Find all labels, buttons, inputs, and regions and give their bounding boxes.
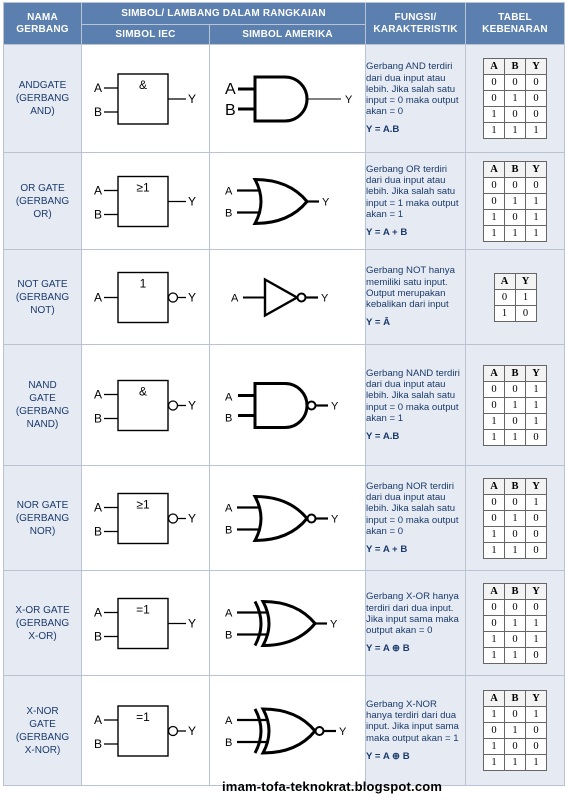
truth-table-value: 1: [484, 413, 505, 429]
negation-bubble: [297, 293, 305, 301]
output-y-label: Y: [344, 93, 352, 106]
input-a-label: A: [224, 391, 232, 403]
iec-function-label: =1: [135, 709, 150, 724]
gate-name-cell: [4, 250, 82, 345]
output-y-label: Y: [187, 91, 196, 106]
footer-url: imam-tofa-teknokrat.blogspot.com: [222, 779, 443, 794]
truth-table-header-cell: B: [505, 583, 526, 599]
truth-table-row: [484, 631, 547, 647]
truth-table-cell: [466, 571, 565, 676]
truth-table-value: 1: [526, 225, 547, 241]
input-b-label: B: [224, 412, 232, 424]
gate-name-cell: [4, 571, 82, 676]
truth-table-row: [484, 739, 547, 755]
not-iec-symbol: [86, 252, 206, 343]
output-y-label: Y: [187, 723, 196, 738]
truth-table-header-cell: B: [505, 59, 526, 75]
output-y-label: Y: [329, 618, 337, 630]
or-body: [255, 179, 307, 223]
american-symbol-cell: [210, 466, 366, 571]
boolean-expression: Y = A.B: [366, 124, 400, 136]
gate-row-xor: [4, 571, 565, 676]
american-symbol-cell: [210, 45, 366, 153]
truth-table-value: 0: [505, 739, 526, 755]
truth-table-value: 0: [484, 381, 505, 397]
xor-iec-symbol: [86, 573, 206, 674]
iec-symbol-cell: [82, 345, 210, 466]
truth-table-value: 1: [505, 397, 526, 413]
not-triangle: [265, 279, 297, 315]
truth-table: [483, 161, 547, 242]
truth-table-row: [484, 707, 547, 723]
input-a-label: A: [224, 502, 232, 514]
truth-table-row: [484, 193, 547, 209]
nor-american-symbol: [213, 468, 363, 569]
truth-table-value: 1: [526, 381, 547, 397]
truth-table-header-cell: B: [505, 478, 526, 494]
american-symbol-cell: [210, 571, 366, 676]
truth-table-value: 0: [484, 193, 505, 209]
truth-table-header-cell: Y: [526, 478, 547, 494]
american-symbol-cell: [210, 250, 366, 345]
truth-table-row: [484, 177, 547, 193]
truth-table-value: 1: [526, 494, 547, 510]
truth-table-value: 0: [494, 289, 515, 305]
iec-symbol-cell: [82, 45, 210, 153]
output-y-label: Y: [320, 292, 328, 304]
truth-table-value: 0: [526, 429, 547, 445]
truth-table-value: 0: [484, 75, 505, 91]
nor-iec-symbol: [86, 468, 206, 569]
truth-table-row: [484, 381, 547, 397]
boolean-expression: Y = A + B: [366, 543, 408, 555]
gate-row-or: [4, 153, 565, 250]
truth-table-value: 1: [484, 526, 505, 542]
truth-table-value: 1: [515, 289, 536, 305]
negation-bubble: [168, 514, 177, 523]
gate-name: NOT GATE (GERBANG NOT): [15, 278, 70, 316]
truth-table-cell: [466, 466, 565, 571]
iec-symbol-cell: [82, 250, 210, 345]
truth-table-value: 0: [526, 542, 547, 558]
truth-table-row: [484, 526, 547, 542]
function-cell: [366, 466, 466, 571]
truth-table-value: 1: [526, 631, 547, 647]
header-tabel: TABEL KEBENARAN: [466, 3, 565, 45]
truth-table-row: [484, 75, 547, 91]
truth-table-value: 0: [484, 177, 505, 193]
header-fungsi: FUNGSI/ KARAKTERISTIK: [366, 3, 466, 45]
logic-gates-table: [3, 2, 565, 786]
input-a-label: A: [224, 714, 232, 727]
negation-bubble: [168, 293, 177, 302]
iec-function-label: &: [138, 77, 147, 92]
boolean-expression: Y = A ⊕ B: [366, 643, 410, 655]
truth-table-header-cell: Y: [526, 583, 547, 599]
truth-table-value: 1: [484, 225, 505, 241]
input-a-label: A: [93, 183, 102, 197]
input-b-label: B: [224, 736, 232, 749]
xor-extra-curve: [255, 709, 261, 753]
truth-table-value: 0: [526, 526, 547, 542]
truth-table-header-cell: A: [484, 691, 505, 707]
truth-table-header-cell: A: [484, 478, 505, 494]
truth-table-value: 1: [484, 631, 505, 647]
truth-table-row: [484, 397, 547, 413]
iec-function-label: 1: [139, 276, 146, 290]
american-symbol-cell: [210, 153, 366, 250]
truth-table-header-cell: Y: [515, 273, 536, 289]
input-b-label: B: [93, 736, 102, 751]
output-y-label: Y: [187, 398, 196, 412]
truth-table-row: [494, 305, 536, 321]
truth-table-header: [484, 161, 547, 177]
truth-table-value: 0: [505, 107, 526, 123]
truth-table-value: 0: [505, 526, 526, 542]
input-a-label: A: [93, 80, 102, 95]
truth-table-value: 1: [526, 615, 547, 631]
truth-table-value: 0: [484, 494, 505, 510]
truth-table-row: [484, 107, 547, 123]
output-y-label: Y: [330, 400, 338, 412]
truth-table-value: 0: [526, 739, 547, 755]
truth-table-row: [484, 413, 547, 429]
output-y-label: Y: [187, 290, 196, 304]
xnor-american-symbol: [213, 678, 363, 784]
truth-table-row: [484, 209, 547, 225]
iec-function-label: ≥1: [135, 180, 150, 194]
truth-table: [483, 58, 547, 139]
xor-extra-curve: [255, 601, 261, 645]
header-simbol: SIMBOL/ LAMBANG DALAM RANGKAIAN: [82, 3, 366, 25]
truth-table-value: 1: [505, 510, 526, 526]
truth-table-value: 0: [484, 615, 505, 631]
input-b-label: B: [224, 629, 232, 641]
gate-name: ANDGATE (GERBANG AND): [15, 80, 70, 117]
header-nama: NAMA GERBANG: [4, 3, 82, 45]
header-iec: SIMBOL IEC: [82, 25, 210, 45]
truth-table-value: 1: [505, 193, 526, 209]
function-description: Gerbang NOR terdiri dari dua input atau lebih. Jika salah satu input = 0 maka output akan = 0: [366, 480, 459, 537]
input-a-label: A: [93, 290, 102, 304]
american-symbol-cell: [210, 345, 366, 466]
truth-table-header-cell: Y: [526, 365, 547, 381]
negation-bubble: [307, 514, 315, 522]
truth-table-header-cell: A: [484, 583, 505, 599]
gate-row-and: [4, 45, 565, 153]
truth-table-value: 0: [526, 107, 547, 123]
truth-table-value: 1: [526, 123, 547, 139]
and-body: [255, 77, 307, 121]
negation-bubble: [315, 727, 323, 735]
gate-row-nor: [4, 466, 565, 571]
truth-table-row: [484, 755, 547, 771]
truth-table-value: 1: [505, 755, 526, 771]
truth-table-row: [484, 123, 547, 139]
truth-table-value: 0: [526, 75, 547, 91]
truth-table-value: 0: [484, 91, 505, 107]
gate-row-xnor: [4, 676, 565, 786]
or-body: [263, 601, 315, 645]
truth-table: [483, 583, 547, 664]
truth-table-row: [484, 615, 547, 631]
output-y-label: Y: [187, 511, 196, 525]
truth-table: [483, 365, 547, 446]
truth-table-cell: [466, 153, 565, 250]
truth-table: [483, 478, 547, 559]
truth-table-header: [484, 691, 547, 707]
input-b-label: B: [93, 524, 102, 538]
or-body: [255, 496, 307, 540]
truth-table-value: 0: [505, 631, 526, 647]
truth-table-header-cell: A: [484, 161, 505, 177]
truth-table-header-cell: A: [494, 273, 515, 289]
function-description: Gerbang X-OR hanya terdiri dari dua input. Jika input sama maka output akan = 0: [366, 591, 459, 637]
truth-table-row: [484, 225, 547, 241]
truth-table-value: 0: [505, 177, 526, 193]
or-iec-symbol: [86, 155, 206, 248]
output-y-label: Y: [321, 196, 329, 208]
truth-table-value: 1: [526, 413, 547, 429]
output-y-label: Y: [187, 194, 196, 208]
truth-table-value: 1: [526, 707, 547, 723]
and-iec-symbol: [86, 47, 206, 151]
nand-american-symbol: [213, 347, 363, 464]
truth-table-header: [484, 365, 547, 381]
input-a-label: A: [93, 387, 102, 401]
truth-table-header-cell: A: [484, 365, 505, 381]
truth-table-value: 1: [484, 755, 505, 771]
truth-table-value: 1: [484, 707, 505, 723]
truth-table-value: 0: [505, 494, 526, 510]
truth-table-row: [484, 542, 547, 558]
output-y-label: Y: [330, 513, 338, 525]
iec-symbol-cell: [82, 571, 210, 676]
truth-table-header-cell: B: [505, 161, 526, 177]
truth-table-value: 1: [505, 723, 526, 739]
gate-name-cell: [4, 466, 82, 571]
truth-table-row: [494, 289, 536, 305]
truth-table-value: 1: [484, 542, 505, 558]
truth-table-value: 1: [484, 209, 505, 225]
boolean-expression: Y = A ⊕ B: [366, 750, 410, 762]
input-b-label: B: [224, 524, 232, 536]
function-cell: [366, 250, 466, 345]
iec-symbol-cell: [82, 153, 210, 250]
input-a-label: A: [224, 185, 232, 197]
function-cell: [366, 345, 466, 466]
truth-table-header-cell: A: [484, 59, 505, 75]
truth-table-value: 0: [515, 305, 536, 321]
truth-table-row: [484, 599, 547, 615]
truth-table-value: 0: [505, 413, 526, 429]
truth-table-value: 1: [526, 755, 547, 771]
truth-table-value: 0: [484, 599, 505, 615]
and-body: [255, 383, 307, 427]
function-cell: [366, 571, 466, 676]
input-b-label: B: [93, 629, 102, 643]
truth-table-value: 1: [505, 91, 526, 107]
truth-table-value: 1: [505, 123, 526, 139]
truth-table-row: [484, 91, 547, 107]
xor-american-symbol: [213, 573, 363, 674]
gate-row-not: [4, 250, 565, 345]
truth-table-value: 1: [484, 123, 505, 139]
function-description: Gerbang NOT hanya memiliki satu input. Output merupakan kebalikan dari input: [366, 265, 455, 311]
truth-table-value: 1: [505, 647, 526, 663]
iec-function-label: =1: [135, 602, 150, 616]
function-description: Gerbang OR terdiri dari dua input atau lebih. Jika salah satu input = 1 maka output akan = 1: [366, 163, 459, 220]
truth-table-value: 1: [484, 739, 505, 755]
negation-bubble: [168, 726, 177, 735]
truth-table-value: 1: [505, 542, 526, 558]
function-cell: [366, 45, 466, 153]
truth-table-value: 1: [484, 107, 505, 123]
truth-table-value: 0: [526, 647, 547, 663]
function-cell: [366, 676, 466, 786]
truth-table-value: 0: [505, 381, 526, 397]
gate-name: OR GATE (GERBANG OR): [15, 182, 70, 220]
truth-table-value: 1: [505, 615, 526, 631]
function-cell: [366, 153, 466, 250]
input-b-label: B: [224, 207, 232, 219]
iec-symbol-cell: [82, 676, 210, 786]
truth-table-value: 0: [505, 75, 526, 91]
nand-iec-symbol: [86, 347, 206, 464]
truth-table-header-cell: B: [505, 691, 526, 707]
gate-name: NOR GATE (GERBANG NOR): [15, 499, 70, 537]
truth-table-header-cell: Y: [526, 691, 547, 707]
truth-table-value: 0: [505, 707, 526, 723]
function-description: Gerbang X-NOR hanya terdiri dari dua input. Jika input sama maka output akan = 1: [366, 698, 459, 744]
not-american-symbol: [213, 252, 363, 343]
truth-table-value: 0: [484, 510, 505, 526]
or-american-symbol: [213, 155, 363, 248]
truth-table-cell: [466, 676, 565, 786]
input-a-label: A: [93, 712, 102, 727]
gate-name-cell: [4, 676, 82, 786]
truth-table-cell: [466, 45, 565, 153]
iec-symbol-cell: [82, 466, 210, 571]
truth-table-row: [484, 494, 547, 510]
input-b-label: B: [93, 411, 102, 425]
truth-table-value: 1: [526, 193, 547, 209]
truth-table-value: 0: [484, 397, 505, 413]
truth-table-value: 1: [494, 305, 515, 321]
boolean-expression: Y = A + B: [366, 226, 408, 238]
truth-table-value: 1: [484, 647, 505, 663]
iec-function-label: &: [138, 384, 147, 398]
truth-table-value: 1: [505, 225, 526, 241]
truth-table-value: 0: [526, 177, 547, 193]
boolean-expression: Y = A.B: [366, 430, 400, 442]
negation-bubble: [168, 401, 177, 410]
input-a-label: A: [93, 605, 102, 619]
input-b-label: B: [93, 207, 102, 221]
truth-table-value: 1: [526, 209, 547, 225]
function-description: Gerbang NAND terdiri dari dua input atau lebih. Jika salah satu input = 0 maka output akan = 1: [366, 367, 460, 424]
input-a-label: A: [230, 292, 238, 304]
truth-table-header: [484, 478, 547, 494]
truth-table-value: 0: [484, 723, 505, 739]
truth-table-value: 1: [526, 397, 547, 413]
truth-table-header-cell: Y: [526, 59, 547, 75]
truth-table-cell: [466, 345, 565, 466]
output-y-label: Y: [187, 616, 196, 630]
truth-table-header-cell: B: [505, 365, 526, 381]
truth-table-header: [484, 583, 547, 599]
input-a-label: A: [224, 607, 232, 619]
gate-name-cell: [4, 45, 82, 153]
iec-function-label: ≥1: [135, 497, 150, 511]
function-description: Gerbang AND terdiri dari dua input atau lebih. Jika salah satu input = 0 maka output akan = 0: [366, 61, 459, 118]
gate-row-nand: [4, 345, 565, 466]
input-b-label: B: [224, 101, 236, 119]
input-b-label: B: [93, 104, 102, 119]
truth-table-row: [484, 723, 547, 739]
gate-name-cell: [4, 153, 82, 250]
truth-table: [494, 273, 537, 322]
truth-table-row: [484, 429, 547, 445]
or-body: [263, 709, 315, 753]
truth-table-value: 0: [526, 723, 547, 739]
gate-name: NAND GATE (GERBANG NAND): [15, 380, 70, 430]
output-y-label: Y: [338, 725, 346, 738]
gate-name-cell: [4, 345, 82, 466]
truth-table-header: [484, 59, 547, 75]
truth-table-value: 0: [526, 510, 547, 526]
input-a-label: A: [224, 80, 236, 98]
truth-table-value: 1: [484, 429, 505, 445]
american-symbol-cell: [210, 676, 366, 786]
truth-table: [483, 690, 547, 771]
truth-table-value: 0: [526, 599, 547, 615]
xnor-iec-symbol: [86, 678, 206, 784]
header-amerika: SIMBOL AMERIKA: [210, 25, 366, 45]
gate-name: X-OR GATE (GERBANG X-OR): [15, 604, 70, 642]
boolean-expression: Y = Ā: [366, 317, 391, 329]
truth-table-header-cell: Y: [526, 161, 547, 177]
negation-bubble: [307, 401, 315, 409]
truth-table-value: 0: [526, 91, 547, 107]
input-a-label: A: [93, 500, 102, 514]
gate-name: X-NOR GATE (GERBANG X-NOR): [15, 705, 70, 756]
truth-table-header: [494, 273, 536, 289]
truth-table-cell: [466, 250, 565, 345]
truth-table-row: [484, 647, 547, 663]
and-american-symbol: [213, 47, 363, 151]
truth-table-row: [484, 510, 547, 526]
truth-table-value: 0: [505, 599, 526, 615]
truth-table-value: 1: [505, 429, 526, 445]
truth-table-value: 0: [505, 209, 526, 225]
